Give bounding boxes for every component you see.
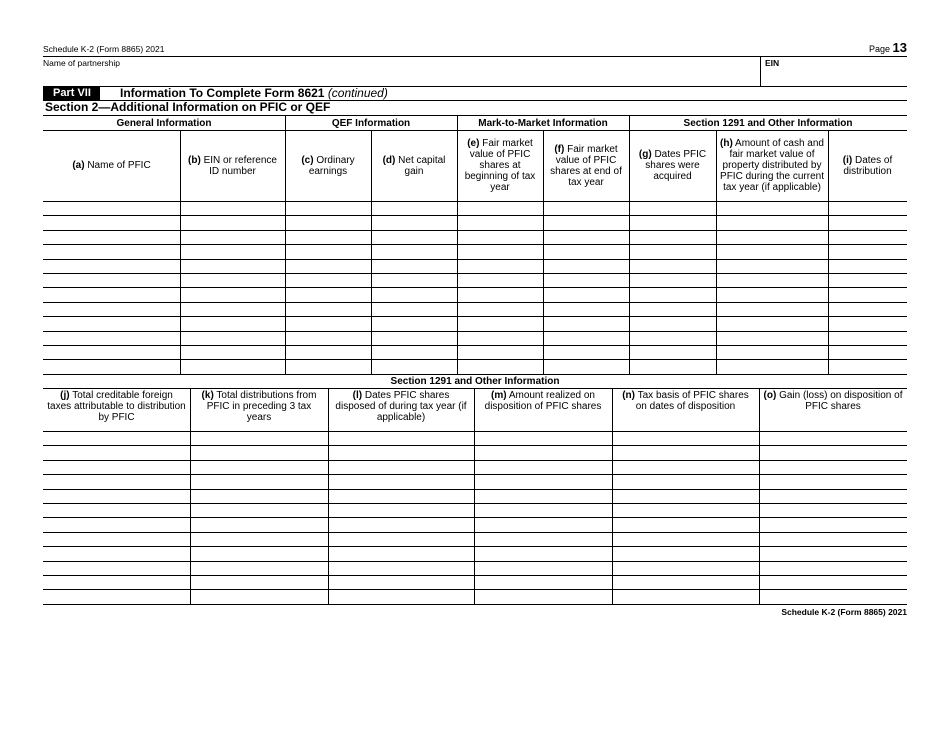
t2-entry-cell[interactable] [329, 475, 473, 487]
t1-entry-cell[interactable] [717, 332, 827, 344]
t2-col-divider [328, 388, 329, 604]
t1-entry-cell[interactable] [286, 231, 370, 243]
t1-entry-cell[interactable] [286, 360, 370, 372]
t2-col-text-1 [194, 390, 324, 423]
t1-entry-cell[interactable] [458, 245, 542, 257]
t1-entry-cell[interactable] [717, 216, 827, 228]
header-rule [43, 56, 907, 57]
t2-entry-cell[interactable] [44, 547, 189, 559]
t1-entry-cell[interactable] [181, 245, 284, 257]
t1-col-header-1 [184, 132, 281, 199]
t2-col-header-3 [478, 390, 608, 427]
t2-col-header-4 [616, 390, 755, 427]
t1-entry-cell[interactable] [372, 245, 456, 257]
t1-entry-cell[interactable] [372, 317, 456, 329]
t1-col-text-5 [547, 144, 625, 188]
t2-entry-cell[interactable] [329, 490, 473, 502]
t1-entry-cell[interactable] [544, 231, 628, 243]
t1-entry-cell[interactable] [829, 260, 906, 272]
t1-entry-cell[interactable] [544, 303, 628, 315]
t1-entry-cell[interactable] [372, 303, 456, 315]
t2-col-label-5: Gain (loss) on disposition of PFIC shares [779, 390, 903, 412]
t2-entry-cell[interactable] [191, 504, 327, 516]
t2-entry-cell[interactable] [329, 576, 473, 588]
t1-entry-cell[interactable] [458, 346, 542, 358]
t2-entry-cell[interactable] [475, 590, 611, 602]
t1-col-divider [716, 130, 717, 374]
t1-entry-cell[interactable] [630, 231, 715, 243]
t1-col-label-6: Dates PFIC shares were acquired [645, 149, 707, 182]
t2-col-divider [190, 388, 191, 604]
t2-entry-cell[interactable] [191, 475, 327, 487]
t2-entry-cell[interactable] [475, 576, 611, 588]
t1-entry-cell[interactable] [286, 245, 370, 257]
ein-divider [760, 57, 761, 87]
t1-entry-cell[interactable] [181, 202, 284, 214]
t2-entry-cell[interactable] [475, 533, 611, 545]
t2-entry-cell[interactable] [760, 562, 906, 574]
part-tag: Part VII [43, 87, 100, 100]
t2-entry-cell[interactable] [329, 504, 473, 516]
t2-entry-cell[interactable] [475, 461, 611, 473]
t2-entry-cell[interactable] [44, 475, 189, 487]
t2-entry-cell[interactable] [191, 590, 327, 602]
t1-col-header-8 [832, 132, 903, 199]
ein-label: EIN [765, 58, 780, 68]
t2-col-label-4: Tax basis of PFIC shares on dates of disposition [635, 390, 749, 412]
t1-col-text-4 [461, 138, 539, 193]
t1-col-divider [828, 130, 829, 374]
t1-col-header-6 [633, 132, 712, 199]
t1-col-letter-8: (i) [842, 154, 853, 166]
section-title: Section 2—Additional Information on PFIC or QEF [45, 100, 331, 114]
t1-entry-cell[interactable] [44, 346, 179, 358]
t1-col-label-3: Net capital gain [398, 154, 446, 177]
part-title-text: Information To Complete Form 8621 [120, 86, 325, 100]
t1-entry-cell[interactable] [717, 274, 827, 286]
t1-entry-cell[interactable] [458, 288, 542, 300]
t1-entry-cell[interactable] [630, 360, 715, 372]
t2-col-letter-0: (j) [60, 390, 70, 401]
t1-entry-cell[interactable] [286, 288, 370, 300]
t1-col-text-8 [832, 155, 903, 177]
t1-col-header-0 [47, 132, 176, 199]
t1-entry-cell[interactable] [829, 303, 906, 315]
t1-entry-cell[interactable] [372, 231, 456, 243]
t1-col-letter-5: (f) [554, 143, 565, 155]
t1-col-divider [457, 116, 458, 374]
t1-col-text-2 [289, 155, 367, 177]
footer-form-reference: Schedule K-2 (Form 8865) 2021 [781, 607, 907, 617]
t2-entry-cell[interactable] [191, 576, 327, 588]
t1-entry-cell[interactable] [544, 202, 628, 214]
t1-entry-cell[interactable] [717, 260, 827, 272]
part-title-suffix: (continued) [327, 86, 388, 100]
t1-entry-cell[interactable] [717, 245, 827, 257]
t1-col-text-6 [633, 149, 712, 182]
t1-entry-cell[interactable] [44, 288, 179, 300]
t1-entry-cell[interactable] [829, 332, 906, 344]
t2-col-label-2: Dates PFIC shares disposed of during tax year (if applicable) [335, 390, 467, 423]
t1-entry-cell[interactable] [717, 360, 827, 372]
t1-entry-cell[interactable] [181, 231, 284, 243]
t2-col-header-0 [47, 390, 186, 427]
t2-entry-cell[interactable] [613, 475, 758, 487]
t1-entry-cell[interactable] [44, 317, 179, 329]
t2-entry-cell[interactable] [760, 475, 906, 487]
t1-entry-cell[interactable] [717, 202, 827, 214]
t2-entry-cell[interactable] [613, 547, 758, 559]
t2-entry-cell[interactable] [760, 533, 906, 545]
t2-entry-cell[interactable] [44, 461, 189, 473]
t2-col-divider [612, 388, 613, 604]
t2-entry-cell[interactable] [475, 490, 611, 502]
t1-entry-cell[interactable] [458, 231, 542, 243]
t1-entry-cell[interactable] [544, 216, 628, 228]
t1-entry-cell[interactable] [717, 346, 827, 358]
t1-entry-cell[interactable] [181, 360, 284, 372]
t2-col-text-2 [332, 390, 470, 423]
t1-entry-cell[interactable] [372, 216, 456, 228]
t1-entry-cell[interactable] [829, 245, 906, 257]
t1-entry-cell[interactable] [458, 216, 542, 228]
t1-col-label-4: Fair market value of PFIC shares at beginning of tax year [464, 138, 536, 193]
t1-col-letter-0: (a) [72, 160, 85, 171]
t1-entry-cell[interactable] [458, 360, 542, 372]
t1-entry-cell[interactable] [372, 288, 456, 300]
t1-entry-cell[interactable] [630, 260, 715, 272]
t2-entry-cell[interactable] [329, 533, 473, 545]
t1-entry-cell[interactable] [717, 231, 827, 243]
t1-col-header-3 [375, 132, 453, 199]
t1-entry-cell[interactable] [286, 346, 370, 358]
t1-entry-cell[interactable] [44, 231, 179, 243]
t2-entry-cell[interactable] [613, 576, 758, 588]
t2-col-text-5 [763, 390, 903, 412]
t1-entry-cell[interactable] [829, 288, 906, 300]
t2-entry-cell[interactable] [760, 518, 906, 530]
t2-entry-cell[interactable] [191, 562, 327, 574]
t1-col-label-1: EIN or reference ID number [203, 154, 277, 177]
t1-col-label-2: Ordinary earnings [308, 154, 355, 177]
t2-entry-cell[interactable] [613, 490, 758, 502]
t1-entry-cell[interactable] [717, 317, 827, 329]
t2-entry-cell[interactable] [44, 590, 189, 602]
t1-entry-cell[interactable] [544, 360, 628, 372]
t1-entry-cell[interactable] [181, 346, 284, 358]
t2-col-letter-1: (k) [201, 390, 214, 401]
t1-col-label-0: Name of PFIC [87, 160, 151, 171]
t2-entry-cell[interactable] [191, 432, 327, 444]
t2-entry-cell[interactable] [44, 446, 189, 458]
t1-entry-cell[interactable] [544, 332, 628, 344]
t1-entry-cell[interactable] [458, 202, 542, 214]
t1-entry-cell[interactable] [458, 260, 542, 272]
t2-entry-cell[interactable] [760, 504, 906, 516]
t1-entry-cell[interactable] [829, 317, 906, 329]
t2-entry-cell[interactable] [191, 518, 327, 530]
t1-col-header-4 [461, 132, 539, 199]
t1-col-label-7: Amount of cash and fair market value of property distributed by PFIC during the current tax year (if applicable) [720, 138, 824, 193]
t1-col-divider [285, 116, 286, 374]
t2-col-text-3 [478, 390, 608, 412]
t2-entry-cell[interactable] [475, 475, 611, 487]
t1-col-text-0 [72, 160, 150, 171]
t1-entry-cell[interactable] [44, 245, 179, 257]
page-indicator [869, 40, 907, 55]
t1-entry-cell[interactable] [717, 288, 827, 300]
t2-entry-cell[interactable] [44, 504, 189, 516]
t2-col-text-0 [47, 390, 186, 423]
t1-entry-cell[interactable] [181, 332, 284, 344]
t2-col-label-3: Amount realized on disposition of PFIC shares [484, 390, 602, 412]
t1-entry-cell[interactable] [286, 332, 370, 344]
t1-entry-cell[interactable] [44, 332, 179, 344]
t1-col-header-2 [289, 132, 367, 199]
t1-entry-cell[interactable] [630, 288, 715, 300]
t1-entry-cell[interactable] [630, 346, 715, 358]
t1-entry-cell[interactable] [544, 260, 628, 272]
t1-col-divider [371, 130, 372, 374]
t1-entry-cell[interactable] [630, 216, 715, 228]
t1-col-text-3 [375, 155, 453, 177]
t1-group-header-2: Mark-to-Market Information [478, 117, 608, 129]
t1-entry-cell[interactable] [630, 245, 715, 257]
page-number: 13 [892, 40, 907, 55]
t2-entry-cell[interactable] [613, 432, 758, 444]
t2-col-divider [474, 388, 475, 604]
t2-entry-cell[interactable] [613, 562, 758, 574]
t1-entry-cell[interactable] [458, 332, 542, 344]
t1-entry-cell[interactable] [372, 260, 456, 272]
t1-col-text-1 [184, 155, 281, 177]
t2-entry-cell[interactable] [760, 446, 906, 458]
t1-entry-cell[interactable] [544, 245, 628, 257]
t1-entry-cell[interactable] [630, 317, 715, 329]
t2-entry-cell[interactable] [475, 504, 611, 516]
t1-entry-cell[interactable] [458, 274, 542, 286]
t2-entry-cell[interactable] [760, 432, 906, 444]
form-reference: Schedule K-2 (Form 8865) 2021 [43, 44, 165, 54]
t2-entry-cell[interactable] [44, 490, 189, 502]
t2-col-letter-4: (n) [622, 390, 635, 401]
t2-entry-cell[interactable] [475, 562, 611, 574]
t1-col-letter-4: (e) [467, 138, 480, 149]
t1-entry-cell[interactable] [458, 303, 542, 315]
t1-entry-cell[interactable] [829, 202, 906, 214]
t2-entry-cell[interactable] [44, 432, 189, 444]
t2-col-label-1: Total distributions from PFIC in preceding 3 tax years [206, 390, 317, 423]
t1-col-text-7 [720, 138, 824, 193]
t1-entry-cell[interactable] [181, 303, 284, 315]
t2-col-letter-2: (l) [352, 390, 363, 401]
t2-entry-cell[interactable] [44, 562, 189, 574]
t2-col-label-0: Total creditable foreign taxes attributable to distribution by PFIC [47, 390, 186, 423]
t1-col-letter-7: (h) [720, 138, 733, 149]
t1-col-divider [629, 116, 630, 374]
t2-entry-cell[interactable] [44, 518, 189, 530]
t1-entry-cell[interactable] [44, 216, 179, 228]
t1-entry-cell[interactable] [630, 332, 715, 344]
t2-entry-cell[interactable] [191, 446, 327, 458]
t1-entry-cell[interactable] [372, 346, 456, 358]
t2-entry-cell[interactable] [191, 490, 327, 502]
t2-entry-cell[interactable] [191, 533, 327, 545]
t2-entry-cell[interactable] [44, 576, 189, 588]
t1-entry-cell[interactable] [372, 360, 456, 372]
t1-entry-cell[interactable] [286, 202, 370, 214]
t1-entry-cell[interactable] [286, 260, 370, 272]
t2-entry-cell[interactable] [191, 547, 327, 559]
t2-entry-cell[interactable] [475, 432, 611, 444]
t1-entry-cell[interactable] [44, 260, 179, 272]
t2-entry-cell[interactable] [329, 432, 473, 444]
t2-col-letter-5: (o) [763, 390, 777, 401]
t1-group-header-1: QEF Information [331, 117, 411, 129]
t1-entry-cell[interactable] [829, 360, 906, 372]
t1-entry-cell[interactable] [630, 274, 715, 286]
t2-col-header-2 [332, 390, 470, 427]
t1-entry-cell[interactable] [286, 274, 370, 286]
t1-entry-cell[interactable] [544, 288, 628, 300]
t2-col-letter-3: (m) [491, 390, 507, 401]
t1-col-letter-1: (b) [188, 154, 201, 166]
t2-entry-cell[interactable] [613, 461, 758, 473]
t1-group-header-0: General Information [116, 117, 212, 129]
t1-entry-cell[interactable] [181, 216, 284, 228]
t2-entry-cell[interactable] [191, 461, 327, 473]
t2-col-text-4 [616, 390, 755, 412]
t1-col-letter-6: (g) [638, 149, 652, 160]
t2-entry-cell[interactable] [329, 547, 473, 559]
t1-entry-cell[interactable] [286, 216, 370, 228]
t1-entry-cell[interactable] [717, 303, 827, 315]
t2-entry-cell[interactable] [613, 504, 758, 516]
t1-group-header-3: Section 1291 and Other Information [683, 117, 853, 129]
t2-col-divider [759, 388, 760, 604]
t2-entry-cell[interactable] [613, 518, 758, 530]
t1-entry-cell[interactable] [630, 303, 715, 315]
t1-entry-cell[interactable] [544, 274, 628, 286]
t1-entry-cell[interactable] [829, 346, 906, 358]
t1-entry-cell[interactable] [286, 303, 370, 315]
t1-group-rule [43, 130, 907, 131]
t2-col-header-5 [763, 390, 903, 427]
partnership-name-label: Name of partnership [43, 58, 121, 68]
t2-entry-cell[interactable] [760, 490, 906, 502]
t2-entry-cell[interactable] [760, 576, 906, 588]
t1-entry-cell[interactable] [458, 317, 542, 329]
t2-group-header: Section 1291 and Other Information [390, 376, 560, 387]
t1-entry-cell[interactable] [181, 260, 284, 272]
t2-entry-cell[interactable] [475, 518, 611, 530]
t1-col-letter-2: (c) [301, 154, 314, 166]
t2-entry-cell[interactable] [760, 547, 906, 559]
t1-col-header-7 [720, 132, 824, 199]
t2-col-header-1 [194, 390, 324, 427]
t1-entry-cell[interactable] [544, 346, 628, 358]
t1-entry-cell[interactable] [630, 202, 715, 214]
t2-entry-cell[interactable] [44, 533, 189, 545]
t2-entry-cell[interactable] [760, 590, 906, 602]
t1-col-label-8: Dates of distribution [843, 154, 893, 177]
t1-col-header-5 [547, 132, 625, 199]
t1-entry-cell[interactable] [44, 274, 179, 286]
t1-entry-cell[interactable] [181, 274, 284, 286]
t2-group-rule [43, 388, 907, 389]
t1-entry-cell[interactable] [181, 317, 284, 329]
t1-col-letter-3: (d) [382, 154, 396, 166]
t1-entry-cell[interactable] [44, 360, 179, 372]
t1-col-divider [543, 130, 544, 374]
t1-col-divider [180, 130, 181, 374]
t2-entry-cell[interactable] [475, 446, 611, 458]
t1-entry-cell[interactable] [372, 332, 456, 344]
t1-entry-cell[interactable] [372, 274, 456, 286]
t2-entry-cell[interactable] [613, 533, 758, 545]
t2-entry-cell[interactable] [329, 461, 473, 473]
t2-entry-cell[interactable] [329, 446, 473, 458]
t2-entry-cell[interactable] [760, 461, 906, 473]
t2-entry-cell[interactable] [329, 562, 473, 574]
t1-entry-cell[interactable] [829, 231, 906, 243]
t1-entry-cell[interactable] [286, 317, 370, 329]
t1-entry-cell[interactable] [181, 288, 284, 300]
t1-entry-cell[interactable] [544, 317, 628, 329]
t2-row-line [43, 604, 907, 605]
t2-entry-cell[interactable] [613, 446, 758, 458]
t2-entry-cell[interactable] [329, 590, 473, 602]
t1-entry-cell[interactable] [372, 202, 456, 214]
t1-entry-cell[interactable] [44, 303, 179, 315]
t1-entry-cell[interactable] [44, 202, 179, 214]
t1-entry-cell[interactable] [829, 274, 906, 286]
t2-entry-cell[interactable] [613, 590, 758, 602]
t1-col-label-5: Fair market value of PFIC shares at end of tax year [550, 143, 622, 188]
t2-entry-cell[interactable] [475, 547, 611, 559]
page-label: Page [868, 44, 891, 54]
t2-entry-cell[interactable] [329, 518, 473, 530]
t1-entry-cell[interactable] [829, 216, 906, 228]
part-title [120, 86, 388, 100]
